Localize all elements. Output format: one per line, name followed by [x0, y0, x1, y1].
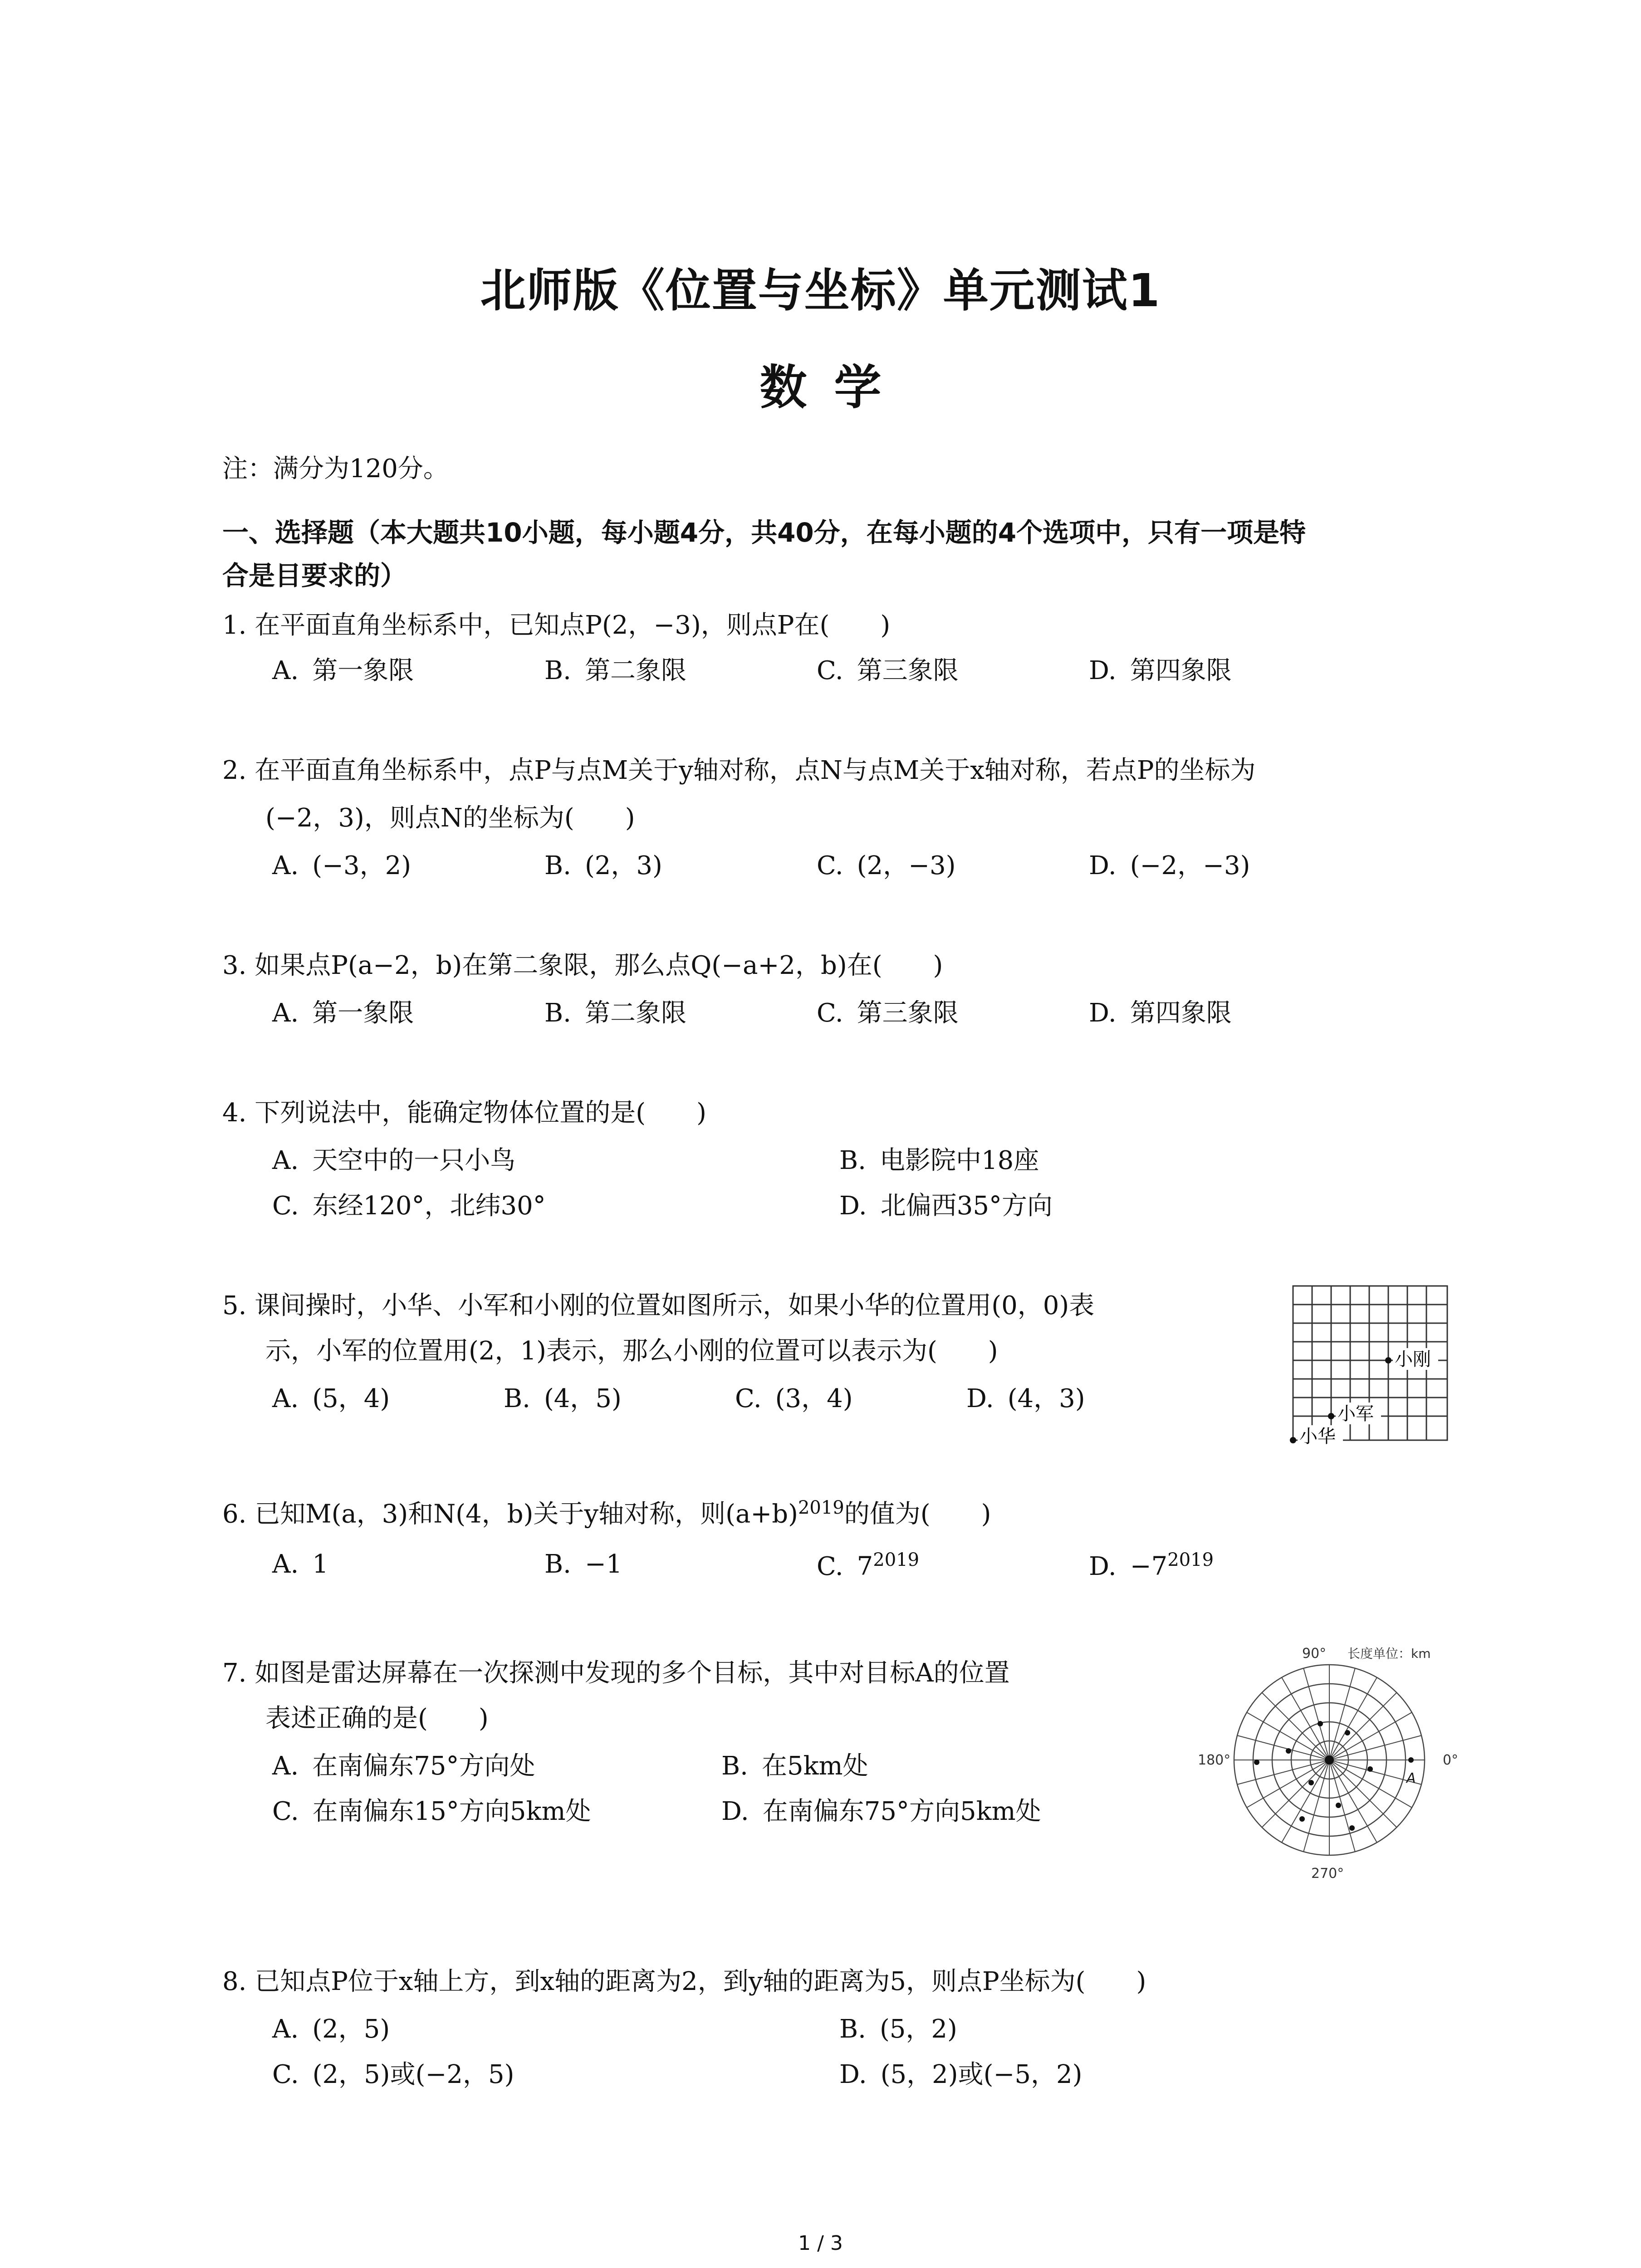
question-2-stem-line1: 2. 在平面直角坐标系中，点P与点M关于y轴对称，点N与点M关于x轴对称，若点P的坐标为: [222, 756, 1256, 785]
q1-option-b: B. 第二象限: [544, 656, 686, 685]
q2-option-c: C. (2，−3): [817, 851, 956, 880]
q4-option-b: B. 电影院中18座: [839, 1146, 1039, 1175]
question-7-stem-line1: 7. 如图是雷达屏幕在一次探测中发现的多个目标，其中对目标A的位置: [222, 1658, 1010, 1688]
q8-option-b: B. (5，2): [839, 2014, 957, 2044]
q1-option-a: A. 第一象限: [272, 656, 414, 685]
q2-option-d: D. (−2，−3): [1089, 851, 1250, 880]
q6-option-c: C. $7^{2019}$: [817, 1549, 920, 1581]
question-5-stem-line2: 示，小军的位置用(2，1)表示，那么小刚的位置可以表示为( ): [265, 1336, 998, 1366]
q4-option-a: A. 天空中的一只小鸟: [272, 1146, 516, 1175]
q5-option-c: C. (3，4): [735, 1384, 853, 1413]
q1-option-d: D. 第四象限: [1089, 656, 1232, 685]
question-6-stem: 6. 已知M(a，3)和N(4，b)关于y轴对称，则$(a+b)^{2019}$的值为( ): [222, 1497, 991, 1529]
q8-option-a: A. (2，5): [272, 2014, 390, 2044]
point-xiaojun: [1328, 1413, 1334, 1419]
radar-target-a-label: A: [1406, 1770, 1416, 1786]
question-4-stem: 4. 下列说法中，能确定物体位置的是( ): [222, 1098, 706, 1128]
q7-radar-figure: [1198, 1633, 1479, 1887]
radar-label-270: 270°: [1311, 1866, 1344, 1882]
q6-option-b: B. −1: [544, 1549, 622, 1579]
label-xiaojun: 小军: [1337, 1403, 1374, 1424]
q6-option-d: D. $-7^{2019}$: [1089, 1549, 1214, 1581]
q5-option-b: B. (4，5): [504, 1384, 622, 1413]
q2-option-a: A. (−3，2): [272, 851, 411, 880]
point-xiaogang: [1385, 1357, 1391, 1364]
q2-option-b: B. (2，3): [544, 851, 662, 880]
q8-option-d: D. (5，2)或(−5，2): [839, 2060, 1083, 2089]
question-1-stem: 1. 在平面直角坐标系中，已知点P(2，−3)，则点P在( ): [222, 611, 891, 640]
question-2-stem-line2: (−2，3)，则点N的坐标为( ): [265, 803, 635, 833]
q3-option-b: B. 第二象限: [544, 998, 686, 1028]
page-number: 1 / 3: [798, 2232, 843, 2255]
page-title: 北师版《位置与坐标》单元测试1: [480, 264, 1161, 317]
q7-option-b: B. 在5km处: [721, 1751, 868, 1781]
label-xiaohua: 小华: [1299, 1426, 1336, 1447]
q3-option-d: D. 第四象限: [1089, 998, 1232, 1028]
q7-option-c: C. 在南偏东15°方向5km处: [272, 1797, 591, 1826]
q5-option-d: D. (4，3): [966, 1384, 1085, 1413]
q5-option-a: A. (5，4): [272, 1384, 390, 1413]
q7-option-a: A. 在南偏东75°方向处: [272, 1751, 535, 1781]
score-note: 注：满分为120分。: [222, 454, 449, 484]
question-3-stem: 3. 如果点P(a−2，b)在第二象限，那么点Q(−a+2，b)在( ): [222, 951, 943, 980]
q4-option-c: C. 东经120°，北纬30°: [272, 1191, 546, 1221]
question-7-stem-line2: 表述正确的是( ): [265, 1704, 489, 1733]
radar-unit-label: 长度单位：km: [1347, 1646, 1431, 1661]
radar-label-0: 0°: [1443, 1752, 1459, 1768]
section-heading-line2: 合是目要求的）: [222, 560, 407, 591]
question-5-stem-line1: 5. 课间操时，小华、小军和小刚的位置如图所示，如果小华的位置用(0，0)表: [222, 1291, 1095, 1320]
q6-option-a: A. 1: [272, 1549, 328, 1579]
q4-option-d: D. 北偏西35°方向: [839, 1191, 1053, 1221]
point-xiaohua: [1290, 1437, 1296, 1443]
question-8-stem: 8. 已知点P位于x轴上方，到x轴的距离为2，到y轴的距离为5，则点P坐标为( ): [222, 1967, 1146, 1996]
q5-grid-figure: [1284, 1279, 1456, 1452]
q3-option-c: C. 第三象限: [817, 998, 959, 1028]
q7-option-d: D. 在南偏东75°方向5km处: [721, 1797, 1041, 1826]
section-heading-line1: 一、选择题（本大题共10小题，每小题4分，共40分，在每小题的4个选项中，只有一项是特: [222, 517, 1306, 548]
radar-center: [1325, 1755, 1334, 1765]
radar-label-90: 90°: [1302, 1646, 1327, 1662]
q3-option-a: A. 第一象限: [272, 998, 414, 1028]
label-xiaogang: 小刚: [1395, 1349, 1431, 1370]
q1-option-c: C. 第三象限: [817, 656, 959, 685]
q8-option-c: C. (2，5)或(−2，5): [272, 2060, 514, 2089]
radar-label-180: 180°: [1198, 1752, 1231, 1768]
subject-title: 数学: [759, 360, 909, 415]
